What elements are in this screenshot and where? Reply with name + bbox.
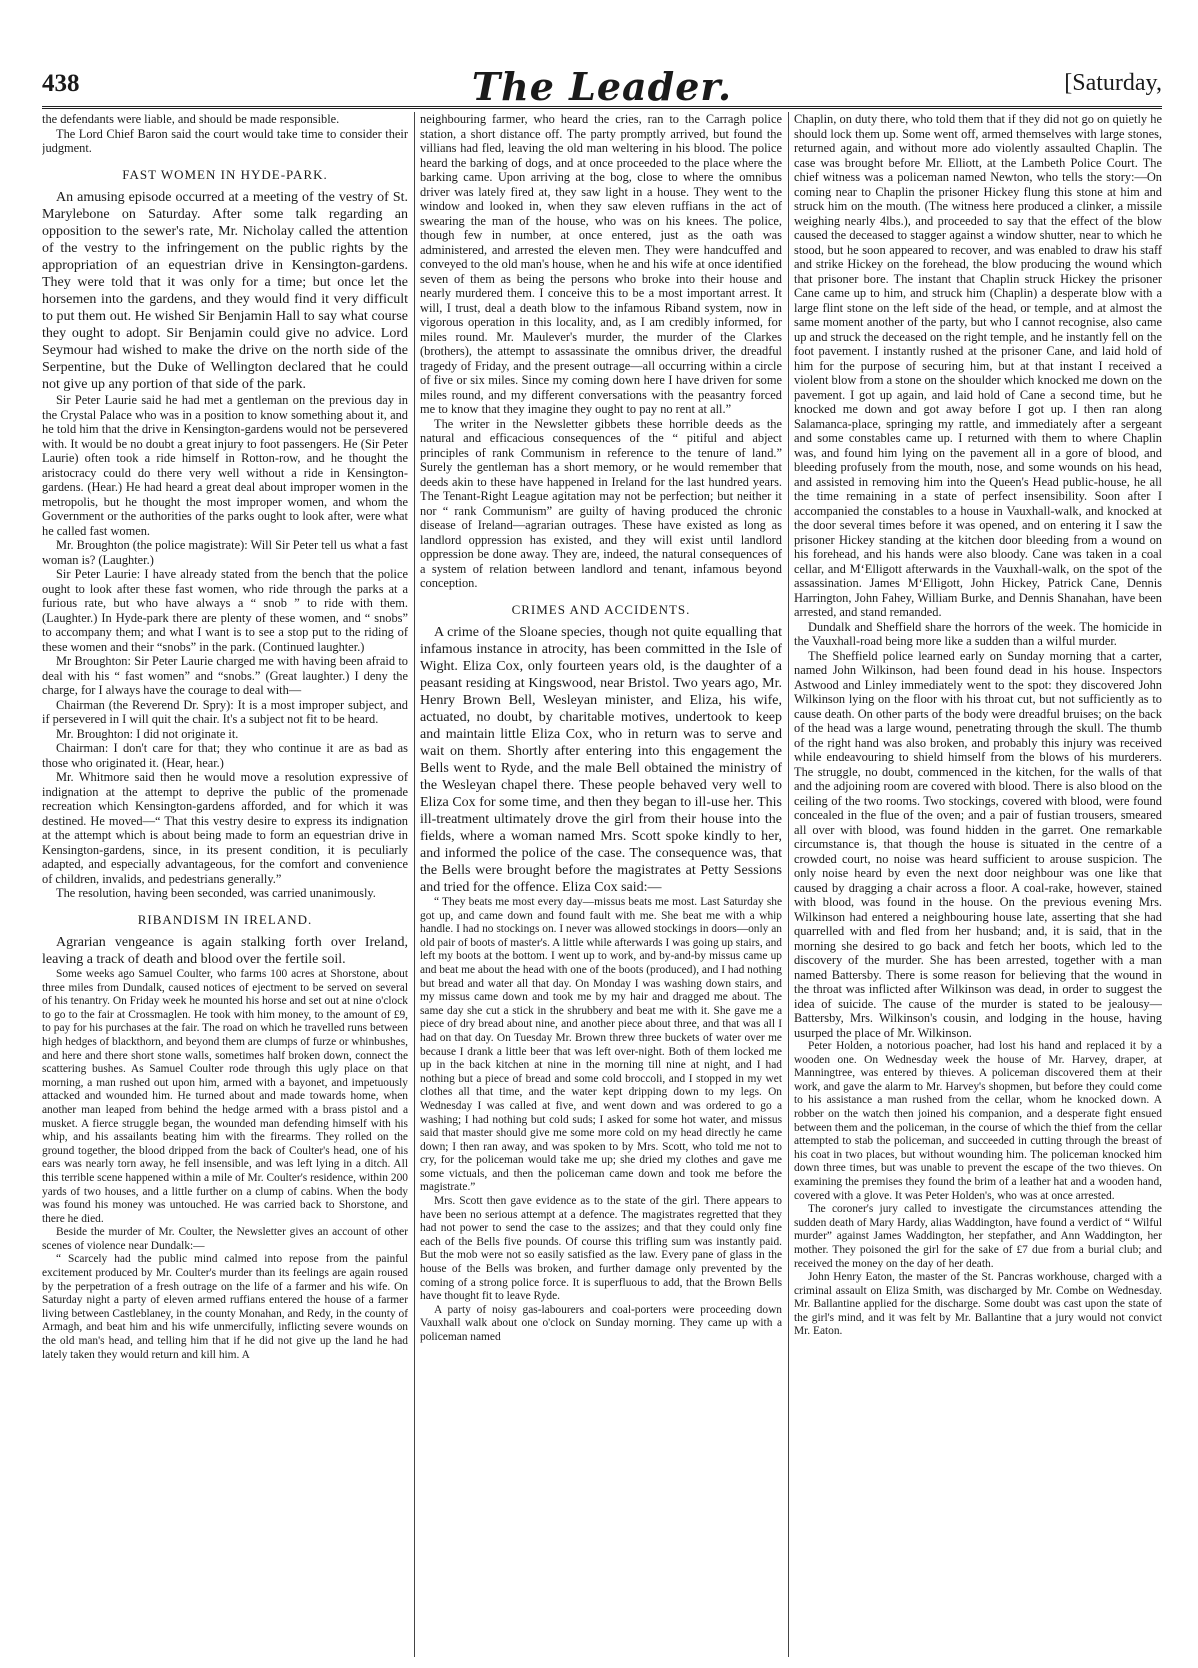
column-1: [42, 112, 408, 1657]
masthead-rule: [42, 106, 1162, 109]
paragraph: Some weeks ago Samuel Coulter, who farms 100 acres at Shorstone, about three miles from Dundalk, caused notices of ejectment to be served on several of his tenantry. On Friday week he mounted his horse and set out at nine o'clock to go to the fair at Crossmaglen. He took with him money, to the amount of £9, to pay for his purchases at the fair. The road on which he travelled runs between high hedges of blackthorn, and beyond them are clumps of furze or whinbushes, and here and there short stone walls, sometimes half broken down, connect the scattering bushes. As Samuel Coulter rode through this ugly place on that morning, a man rushed out upon him, armed with a bayonet, and impetuously attacked and wounded him. He turned about and made towards home, when another man leaped from behind the hedge armed with a brass pistol and a musket. A fierce struggle began, the wounded man defending himself with his whip, and his assailants beating him with the firearms. They rolled on the ground together, the blood dripped from the back of Coulter's head, one of his ears was nearly torn away, he fell insensible, and was left lying in a ditch. All this terrible scene happened within a mile of Mr. Coulter's residence, within 200 yards of two houses, and a little further on a clump of cabins. When the body was found his money was untouched. He was carried back to Shorstone, and there he died.: [42, 968, 408, 1225]
newspaper-title: The Leader.: [471, 64, 733, 109]
paragraph: Mr. Broughton (the police magistrate): Will Sir Peter tell us what a fast woman is? (Laughter.): [42, 538, 408, 567]
paragraph: Dundalk and Sheffield share the horrors of the week. The homicide in the Vauxhall-road being more like a sudden than a wilful murder.: [794, 619, 1162, 648]
paragraph: “ They beats me most every day—missus beats me most. Last Saturday she got up, and came down and found fault with me. She beat me with a whip handle. I had no stockings on. I never was allowed stockings in doors—only an old pair of boots of master's. A little while afterwards I was going up stairs, and left my boots at the bottom. I went up to work, and by-and-by missus came up and beat me about the head with one of the boots (produced), and I had nothing but bread and water all that day. On Monday I was washing down stairs, and my missus came down and took me by my hair and dragged me about. The same day she cut a stick in the shrubbery and beat me with it. She gave me a piece of dry bread about nine, and another piece about three, and that was all I had on that day. On Tuesday Mr. Brown threw three buckets of water over me because I drank a little beer that was left over-night. Both of them locked me up in the back kitchen at nine in the morning till nine at night, and I had nothing but a piece of bread and some cold broccoli, and I stopped in my wet clothes all that time, and the water kept dripping down to my legs. On Wednesday I was called at five, and went down and was ordered to go a washing; I had nothing but cold suds; I asked for some hot water, and missus said that master should give me some more cold on my head directly he came down; I then ran away, and was spoken to by Mrs. Scott, who told me not to cry, for the policeman would take me up; she dried my clothes and gave me some victuals, and then the policeman came down and took me before the magistrate.”: [420, 896, 782, 1194]
paragraph: John Henry Eaton, the master of the St. Pancras workhouse, charged with a criminal assault on Eliza Smith, was discharged by Mr. Combe on Wednesday. Mr. Ballantine applied for the discharge. Some doubt was cast upon the state of the girl's mind, and it was felt by Mr. Ballantine that a jury would not convict Mr. Eaton.: [794, 1271, 1162, 1338]
paragraph: Peter Holden, a notorious poacher, had lost his hand and replaced it by a wooden one. On Wednesday week the house of Mr. Harvey, draper, at Manningtree, was entered by thieves. A policeman discovered them at their work, and gave the alarm to Mr. Harvey's shopmen, but before they could come to his assistance a man rushed from the cellar, whom he knocked down. A robber on the watch then joined his companion, and a desperate fight ensued between them and the policeman, in the course of which the thief from the cellar attempted to stab the policeman, and succeeded in cutting through the breast of his coat in two places, but without wounding him. The policeman knocked him down three times, but was unable to prevent the escape of the two thieves. On examining the premises they found the brim of a leather hat and a wooden hand, covered with a glove. It was Peter Holden's, who was at once arrested.: [794, 1040, 1162, 1202]
section-heading: FAST WOMEN IN HYDE-PARK.: [122, 166, 328, 182]
column-2: [420, 112, 782, 1657]
column-3: [794, 112, 1162, 1657]
paragraph: Sir Peter Laurie: I have already stated from the bench that the police ought to look after these fast women, who ride through the parks at a furious rate, but who have always a “ snob ” to ride with them. (Laughter.) In Hyde-park there are plenty of these women, and “ snobs” to accompany them; and what I want is to see a stop put to the riding of these women and their “snobs” in the park. (Continued laughter.): [42, 567, 408, 654]
paragraph: An amusing episode occurred at a meeting of the vestry of St. Marylebone on Saturday. After some talk regarding an opposition to the sewer's rate, Mr. Nicholay called the attention of the vestry to the infringement on the public rights by the appropriation of an equestrian drive in Kensington-gardens. They were told that it was only for a time; but once let the horsemen into the gardens, and they would find it very difficult to put them out. He wished Sir Benjamin Hall to say what course they ought to adopt. Sir Benjamin could give no advice. Lord Seymour had wished to make the drive on the north side of the Serpentine, but the Duke of Wellington declared that he could not give up any portion of that side of the park.: [42, 190, 408, 392]
paragraph: Sir Peter Laurie said he had met a gentleman on the previous day in the Crystal Palace who was in a position to know something about it, and he told him that the drive in Kensington-gardens would not be persevered with. It would be no doubt a great injury to foot passengers. He (Sir Peter Laurie) often took a ride himself in Rotton-row, and he thought the aristocracy could do there very well without a ride in Kensington-gardens. (Hear.) He had heard a great deal about improper women in the metropolis, but he thought the most improper women, and whom the Government or the authorities of the parks ought to look after, were what he called fast women.: [42, 393, 408, 538]
paragraph: The coroner's jury called to investigate the circumstances attending the sudden death of Mary Hardy, alias Waddington, have found a verdict of “ Wilful murder” against James Waddington, her stepfather, and Ann Waddington, her mother. They poisoned the girl for the sake of £7 due from a burial club; and received the money on the day of her death.: [794, 1203, 1162, 1270]
dateline-day: [Saturday,: [1064, 70, 1162, 96]
section-heading: RIBANDISM IN IRELAND.: [137, 911, 313, 927]
paragraph: The resolution, having been seconded, was carried unanimously.: [56, 886, 376, 900]
paragraph: The Lord Chief Baron said the court would take time to consider their judgment.: [42, 126, 408, 155]
paragraph: Mr Broughton: Sir Peter Laurie charged me with having been afraid to deal with his “ fast women” and “snobs.” (Great laughter.) I deny the charge, for I always have the courage to deal with—: [42, 654, 408, 697]
paragraph: Mr. Broughton: I did not originate it.: [56, 726, 239, 741]
paragraph: The Sheffield police learned early on Sunday morning that a carter, named John Wilkinson, had been found dead in his house. Inspectors Astwood and Linley immediately went to the spot: they discovered John Wilkinson lying on the floor with his throat cut, but not sufficiently as to cause death. On other parts of the body were dreadful bruises; on the back of the head was a large wound, penetrating through the skull. The thumb of the right hand was also broken, and probably this injury was received while endeavouring to shield himself from the blows of his murderers. The struggle, no doubt, commenced in the kitchen, for the walls of that and the adjoining room are covered with blood. There is also blood on the ceiling of the two rooms. Two stockings, covered with blood, were found concealed in the flue of the oven; and a pair of fustian trousers, smeared all over with blood, was found hidden in the garret. One remarkable circumstance is, that though the house is situated in the centre of a crowded court, no noise was heard sufficient to arouse suspicion. The only noise heard by even the next door neighbour was one like that caused by dragging a chair across a floor. A coal-rake, however, stained with blood, was found in the house. On the previous evening Mrs. Wilkinson had entered a neighbouring house late, asserting that she had quarrelled with and fled from her husband; and, it is said, that in the morning she desired to go back and fetch her boots, which led to the discovery of the murder. She has been arrested, together with a man named Battersby. There is some reason for believing that the wound in the throat was inflicted after Wilkinson was dead, in order to suggest the idea of suicide. The cause of the murder is stated to be jealousy—Battersby, Mrs. Wilkinson's cousin, and lodging in the house, having usurped the place of Mr. Wilkinson.: [794, 648, 1162, 1040]
paragraph: A crime of the Sloane species, though not quite equalling that infamous instance in atrocity, has been committed in the Isle of Wight. Eliza Cox, only fourteen years old, is the daughter of a peasant residing at Kingswood, near Bristol. Two years ago, Mr. Henry Brown Bell, Wesleyan minister, and Eliza, his wife, actuated, no doubt, by charitable motives, undertook to keep and maintain little Eliza Cox, who in return was to serve and wait on them. Shortly after entering into this engagement the Bells went to Ryde, and the male Bell obtained the ministry of the Wesleyan chapel there. These people behaved very well to Eliza Cox for some time, and then they began to ill-use her. This ill-treatment ultimately drove the girl from their house into the fields, where a woman named Mrs. Scott spoke kindly to her, and informed the police of the case. The consequence was, that the Bells were brought before the magistrates at Petty Sessions and tried for the offence. Eliza Cox said:—: [420, 625, 782, 895]
paragraph: Mrs. Scott then gave evidence as to the state of the girl. There appears to have been no serious attempt at a defence. The magistrates regretted that they had not power to send the case to the assizes; and that they could only fine each of the Bells five pounds. Of course this trifling sum was instantly paid. But the mob were not so easily satisfied as the law. Every pane of glass in the house of the Bells was broken, and further damage only prevented by the coming of a strong police force. It is superfluous to add, that the Brown Bells have thought fit to leave Ryde.: [420, 1195, 782, 1303]
paragraph: A party of noisy gas-labourers and coal-porters were proceeding down Vauxhall walk about one o'clock on Sunday morning. They came up with a policeman named: [420, 1303, 782, 1343]
section-heading: CRIMES AND ACCIDENTS.: [511, 601, 691, 617]
paragraph: The writer in the Newsletter gibbets these horrible deeds as the natural and efficacious consequences of the “ pitiful and abject principles of rank Communism in reference to the tenure of land.” Surely the gentleman has a short memory, or he would remember that deeds akin to these have happened in Ireland for the last hundred years. The Tenant-Right League agitation may not be perfection; but neither it nor “ rank Communism” are guilty of having produced the chronic disease of Ireland—agrarian outrages. These have existed as long as landlord oppression has existed, and they will exist until landlord oppression be done away. They are, indeed, the natural consequences of a system of relation between landlord and tenant, infamous beyond conception.: [420, 416, 782, 590]
paragraph: Chaplin, on duty there, who told them that if they did not go on quietly he should lock them up. Some went off, armed themselves with large stones, returned again, and without more ado violently assaulted Chaplin. The case was brought before Mr. Elliott, at the Lambeth Police Court. The chief witness was a policeman named Newton, who tells the story:—On coming near to Chaplin the prisoner Hickey flung this stone at him and struck him on the mouth. (The witness here produced a clinker, a missile weighing nearly 4lbs.), and proceeded to say that the effect of the blow caused the deceased to stagger against a window shutter, near to which he stood, but he soon appeared to recover, and was enabled to draw his staff and strike Hickey on the forehead, the blow producing the wound which that prisoner bore. The instant that Chaplin struck Hickey the prisoner Cane came up to him, and struck him (Chaplin) a desperate blow with a large flint stone on the left side of the head, or temple, and at almost the same moment another of the party, but who I cannot recognise, also came up and struck the deceased on the right temple, and he instantly fell on the foot pavement. I instantly rushed at the prisoner Cane, and laid hold of him for the purpose of securing him, but at that instant I received a violent blow from a stone on the shoulder which knocked me down on the pavement. I got up again, and laid hold of Cane a second time, but he knocked me down and got away before I got up. I then ran along Salamanca-place, springing my rattle, and immediately after a sergeant and some constables came up. I returned with them to where Chaplin was, and found him lying on the pavement all in a gore of blood, and bleeding profusely from the mouth, nose, and some wounds on his head, and assisted in removing him into the Queen's Head public-house, he all the time remaining in a state of perfect insensibility. Soon after I accompanied the constables to a house in Vauxhall-walk, and knocked at the door several times before it was opened, and on entering it I saw the prisoner Hickey standing at the kitchen door bleeding from a wound on his forehead, and his hands were also bloody. Cane was taken in a coal cellar, and M‘Elligott afterwards in the Vauxhall-walk, on the spot of the assassination. James M‘Elligott, John Hickey, Patrick Cane, Dennis Harrington, John Fahey, William Burke, and Dennis Shanahan, have been arrested, and stand remanded.: [794, 112, 1162, 619]
paragraph: Agrarian vengeance is again stalking forth over Ireland, leaving a track of death and blood over the fertile soil.: [42, 935, 408, 967]
masthead: [42, 64, 1162, 109]
paragraph: Chairman (the Reverend Dr. Spry): It is a most improper subject, and if persevered in I will quit the chair. It's a subject not fit to be heard.: [42, 697, 408, 726]
paragraph: the defendants were liable, and should be made responsible.: [42, 112, 340, 126]
paragraph: Beside the murder of Mr. Coulter, the Newsletter gives an account of other scenes of violence near Dundalk:—: [42, 1226, 408, 1252]
page-number: 438: [42, 70, 80, 97]
column-divider: [788, 112, 789, 1657]
column-divider: [414, 112, 415, 1657]
paragraph: “ Scarcely had the public mind calmed into repose from the painful excitement produced by Mr. Coulter's murder than its feelings are again roused by the perpetration of a fresh outrage on the life of a farmer and his wife. On Saturday night a party of eleven armed ruffians entered the house of a farmer living between Castleblaney, in the county Monahan, and Redy, in the county of Armagh, and beat him and his wife unmercifully, inflicting severe wounds on the old man's head, and telling him that if he did not give up the land he had lately taken they would return and kill him. A: [42, 1253, 408, 1361]
paragraph: Mr. Whitmore said then he would move a resolution expressive of indignation at the attempt to deprive the public of the promenade recreation which Kensington-gardens afforded, and for which it was destined. He moved—“ That this vestry desire to express its indignation at the attempt which is about being made to form an equestrian drive in Kensington-gardens, since, in its present condition, it is peculiarly adapted, and especially advantageous, for the comfort and convenience of children, invalids, and pedestrians generally.”: [42, 770, 408, 886]
paragraph: neighbouring farmer, who heard the cries, ran to the Carragh police station, a short distance off. The party promptly arrived, but found the villians had fled, leaving the old man weltering in his blood. The police heard the barking of dogs, and at once proceeded to the place where the barking came. Upon arriving at the bog, close to where the omnibus driver was lately fired at, they saw light in a house. They went to the window and looked in, when they saw eleven ruffians in the act of swearing the man of the house, who was on his knees. The police, though few in number, at once entered, just as the oath was administered, and arrested the eleven men. They were handcuffed and conveyed to the old man's house, when he and his wife at once identified seven of them as being the persons who broke into their house and nearly murdered them. I conceive this to be a most important arrest. It will, I trust, deal a death blow to the infamous Riband system, now in vigorous operation in this locality, and, as I am credibly informed, for miles round. Mr. Maulever's murder, the murder of the Clarkes (brothers), the attempt to assassinate the omnibus driver, the dreadful tragedy of Friday, and the present outrage—all occurring within a circle of five or six miles. Since my coming down here I have driven for some miles round, and my different conversations with the peasantry forced me to know that they imagine they ought to pay no rent at all.”: [420, 112, 782, 416]
paragraph: Chairman: I don't care for that; they who continue it are as bad as those who originated it. (Hear, hear.): [42, 741, 408, 770]
